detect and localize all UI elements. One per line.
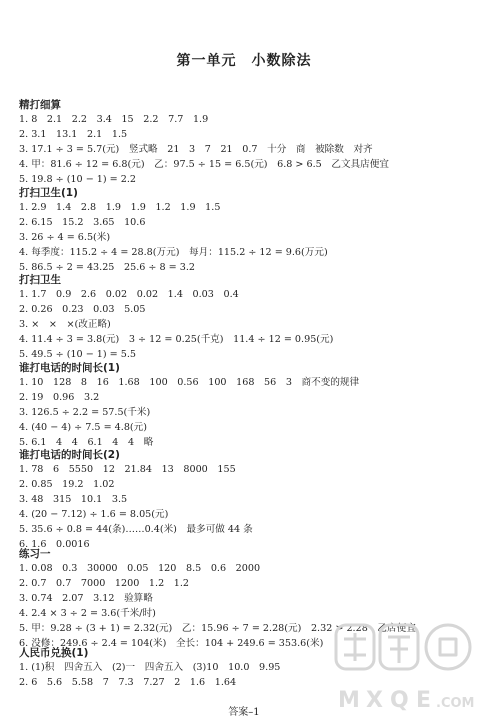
section-title: 人民币兑换(1) xyxy=(19,647,89,659)
answer-line: 3. 0.74 2.07 3.12 验算略 xyxy=(19,593,153,604)
answer-line: 5. 86.5 ÷ 2 = 43.25 25.6 ÷ 8 = 3.2 xyxy=(19,262,195,273)
page-footer: 答案–1 xyxy=(228,707,260,718)
answer-line: 4. (20 − 7.12) ÷ 1.6 = 8.05(元) xyxy=(19,509,169,520)
answer-line: 1. 10 128 8 16 1.68 100 0.56 100 168 56 3 商不变的规律 xyxy=(19,377,360,388)
svg-text:.COM: .COM xyxy=(436,696,475,711)
answer-line: 3. 26 ÷ 4 = 6.5(米) xyxy=(19,232,111,243)
answer-line: 1. (1)积 四舍五入 (2)一 四舍五入 (3)10 10.0 9.95 xyxy=(19,662,281,673)
answer-line: 2. 6 5.6 5.58 7 7.3 7.27 2 1.6 1.64 xyxy=(19,677,237,688)
answer-line: 1. 78 6 5550 12 21.84 13 8000 155 xyxy=(19,464,236,475)
answer-line: 1. 8 2.1 2.2 3.4 15 2.2 7.7 1.9 xyxy=(19,114,209,125)
svg-text:X: X xyxy=(366,688,383,713)
section-title: 谁打电话的时间长(1) xyxy=(19,362,120,374)
answer-line: 4. 每季度：115.2 ÷ 4 = 28.8(万元) 每月：115.2 ÷ 12 = 9.6(万元) xyxy=(19,247,328,258)
section-title: 打扫卫生 xyxy=(19,274,61,286)
watermark-logo xyxy=(330,615,480,720)
section-dasao-1 xyxy=(19,186,479,275)
answer-line: 2. 0.7 0.7 7000 1200 1.2 1.2 xyxy=(19,578,190,589)
answer-line: 5. 19.8 ÷ (10 − 1) = 2.2 xyxy=(19,174,137,185)
answer-line: 3. 48 315 10.1 3.5 xyxy=(19,494,128,505)
section-title: 精打细算 xyxy=(19,99,61,111)
answer-line: 2. 19 0.96 3.2 xyxy=(19,392,100,403)
answer-line: 1. 0.08 0.3 30000 0.05 120 8.5 0.6 2000 xyxy=(19,563,261,574)
answer-line: 4. 甲：81.6 ÷ 12 = 6.8(元) 乙：97.5 ÷ 15 = 6.5(元) 6.8 > 6.5 乙文具店便宜 xyxy=(19,159,389,170)
section-jingda xyxy=(19,98,479,187)
answer-line: 5. 35.6 ÷ 0.8 = 44(条)……0.4(米) 最多可做 44 条 xyxy=(19,524,253,535)
answer-line: 4. 2.4 × 3 ÷ 2 = 3.6(千米/时) xyxy=(19,608,156,619)
answer-line: 3. 126.5 ÷ 2.2 = 57.5(千米) xyxy=(19,407,151,418)
answer-line: 4. 11.4 ÷ 3 = 3.8(元) 3 ÷ 12 = 0.25(千克) 11.4 ÷ 12 = 0.95(元) xyxy=(19,334,334,345)
answer-line: 5. 49.5 ÷ (10 − 1) = 5.5 xyxy=(19,349,137,360)
section-dianhua-1 xyxy=(19,361,479,450)
section-title: 谁打电话的时间长(2) xyxy=(19,449,120,461)
answer-line: 2. 0.26 0.23 0.03 5.05 xyxy=(19,304,146,315)
svg-text:E: E xyxy=(416,688,432,713)
answer-line: 2. 3.1 13.1 2.1 1.5 xyxy=(19,129,128,140)
answer-line: 2. 0.85 19.2 1.02 xyxy=(19,479,115,490)
section-title: 打扫卫生(1) xyxy=(19,187,78,199)
answer-line: 1. 2.9 1.4 2.8 1.9 1.9 1.2 1.9 1.5 xyxy=(19,202,221,213)
answer-line: 6. 没修：249.6 ÷ 2.4 = 104(米) 全长：104 + 249.6 = 353.6(米) xyxy=(19,638,324,649)
section-title: 练习一 xyxy=(19,548,51,560)
answer-line: 5. 6.1 4 4 6.1 4 4 略 xyxy=(19,437,154,448)
section-dasao-2 xyxy=(19,273,479,362)
answer-line: 3. × × ×(改正略) xyxy=(19,319,111,330)
answer-line: 5. 甲：9.28 ÷ (3 + 1) = 2.32(元) 乙：15.96 ÷ 7 = 2.28(元) 2.32 > 2.28 乙店便宜 xyxy=(19,623,416,634)
answer-line: 4. (40 − 4) ÷ 7.5 = 4.8(元) xyxy=(19,422,148,433)
svg-text:M: M xyxy=(338,688,360,713)
answer-line: 2. 6.15 15.2 3.65 10.6 xyxy=(19,217,146,228)
section-dianhua-2 xyxy=(19,448,479,552)
page-title: 第一单元 小数除法 xyxy=(176,53,312,69)
answer-line: 6. 1.6 0.0016 xyxy=(19,539,90,550)
svg-text:Q: Q xyxy=(390,688,409,713)
answer-line: 3. 17.1 ÷ 3 = 5.7(元) 竖式略 21 3 7 21 0.7 十分 商 被除数 对齐 xyxy=(19,144,373,155)
answer-line: 1. 1.7 0.9 2.6 0.02 0.02 1.4 0.03 0.4 xyxy=(19,289,239,300)
